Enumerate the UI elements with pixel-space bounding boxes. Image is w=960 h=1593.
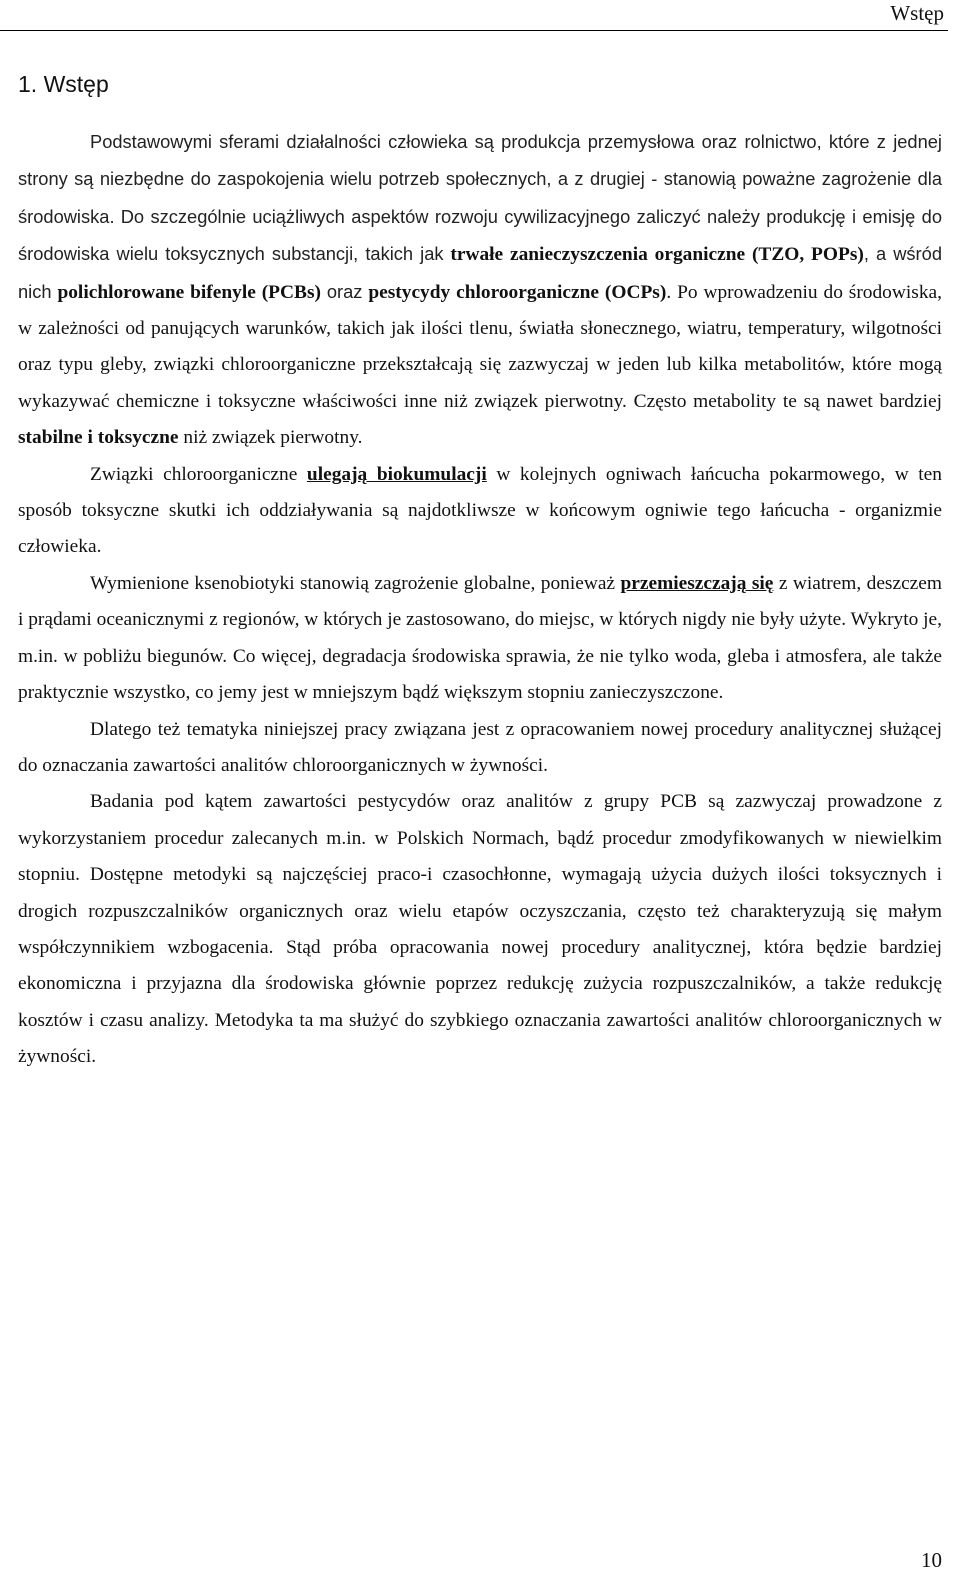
paragraph-1-text-3: , a wśród nich xyxy=(18,243,942,302)
bold-term-pcbs: polichlorowane bifenyle (PCBs) xyxy=(57,281,321,303)
paragraph-1-text-8: niż związek pierwotny. xyxy=(183,427,363,449)
bold-underlined-term-migrate: przemieszczają się xyxy=(620,572,774,594)
paragraph-1-text-4: oraz xyxy=(326,280,363,302)
paragraph-2 xyxy=(18,457,942,566)
paragraph-4-text-1: Dlatego też tematyka niniejszej pracy związana jest z opracowaniem nowej procedury analitycznej służącej do oznaczania zawartości analitów chloroorganicznych w żywności. xyxy=(18,718,942,776)
paragraph-1-text-5: . xyxy=(666,281,672,303)
paragraph-5-text-2: Dostępne metodyki są najczęściej praco-i czasochłonne, wymagają użycia dużych ilości toksycznych i drogich rozpuszczalników organicznych oraz wielu etapów oczyszczania, często też charakteryzują się małym współczynnikiem wzbogacenia. xyxy=(18,864,942,958)
bold-term-stable-toxic: stabilne i toksyczne xyxy=(18,427,179,449)
running-header xyxy=(0,0,948,31)
paragraph-1-text-7: Często metabolity te są nawet bardziej xyxy=(633,390,942,412)
paragraph-3-text-3: Co więcej, degradacja środowiska sprawia, że nie tylko woda, gleba i atmosfera, ale także praktycznie wszystko, co jemy jest w mniejszym bądź większym stopniu zanieczyszczone. xyxy=(18,645,942,704)
paragraph-1-text-6: Po wprowadzeniu do środowiska, w zależności od panujących warunków, takich jak ilości tlenu, światła słonecznego, wiatru, temperatury, wilgotności oraz typu gleby, związki chloroorganiczne przekształcają się zazwyczaj w jeden lub kilka metabolitów, które mogą wykazywać chemiczne i toksyczne właściwości inne niż związek pierwotny. xyxy=(18,281,942,412)
paragraph-3-text-2: z wiatrem, deszczem i prądami oceanicznymi z regionów, w których je zastosowano, do miejsc, w których nigdy nie były użyte. Wykryto je, m.in. w pobliżu biegunów. xyxy=(18,572,942,667)
paragraph-1-text-1: Podstawowymi sferami działalności człowieka są produkcja przemysłowa oraz rolnictwo, które z jednej strony są niezbędne do zaspokojenia wielu potrzeb społecznych, a z drugiej - stanowią poważne zagrożenie dla środowiska. xyxy=(18,131,942,227)
paragraph-5 xyxy=(18,784,942,1075)
paragraph-2-text-1: Związki chloroorganiczne xyxy=(90,463,298,485)
paragraph-2-text-2: w kolejnych ogniwach łańcucha pokarmowego, w ten sposób toksyczne skutki ich oddziaływania są najdotkliwsze w końcowym ogniwie tego łańcucha - organizmie człowieka. xyxy=(18,463,942,558)
paragraph-1 xyxy=(18,124,942,457)
paragraph-1-text-2: Do szczególnie uciążliwych aspektów rozwoju cywilizacyjnego zaliczyć należy produkcję i emisję do środowiska wielu toksycznych substancji, takich jak xyxy=(18,205,942,265)
paragraph-5-text-1: Badania pod kątem zawartości pestycydów oraz analitów z grupy PCB są zazwyczaj prowadzone z wykorzystaniem procedur zalecanych m.in. w Polskich Normach, bądź procedur zmodyfikowanych w niewielkim stopniu. xyxy=(18,791,942,886)
paragraph-5-text-4: Metodyka ta ma służyć do szybkiego oznaczania zawartości analitów chloroorganicznych w żywności. xyxy=(18,1009,942,1068)
chapter-title: 1. Wstęp xyxy=(18,71,109,97)
paragraph-3-text-1: Wymienione ksenobiotyki stanowią zagrożenie globalne, ponieważ xyxy=(90,572,616,594)
running-header-title: Wstęp xyxy=(890,1,944,25)
paragraph-3 xyxy=(18,566,942,712)
page-number: 10 xyxy=(921,1548,942,1572)
bold-underlined-term-bioaccumulation: ulegają biokumulacji xyxy=(306,463,487,485)
bold-term-tzo-pops: trwałe zanieczyszczenia organiczne (TZO, POPs) xyxy=(450,244,864,266)
paragraph-4 xyxy=(18,712,942,785)
body-text xyxy=(18,124,942,1076)
paragraph-5-text-3: Stąd próba opracowania nowej procedury analitycznej, która będzie bardziej ekonomiczna i przyjazna dla środowiska głównie poprzez redukcję zużycia rozpuszczalników, a także redukcję kosztów i czasu analizy. xyxy=(18,936,942,1031)
bold-term-ocps: pestycydy chloroorganiczne (OCPs) xyxy=(368,281,667,303)
